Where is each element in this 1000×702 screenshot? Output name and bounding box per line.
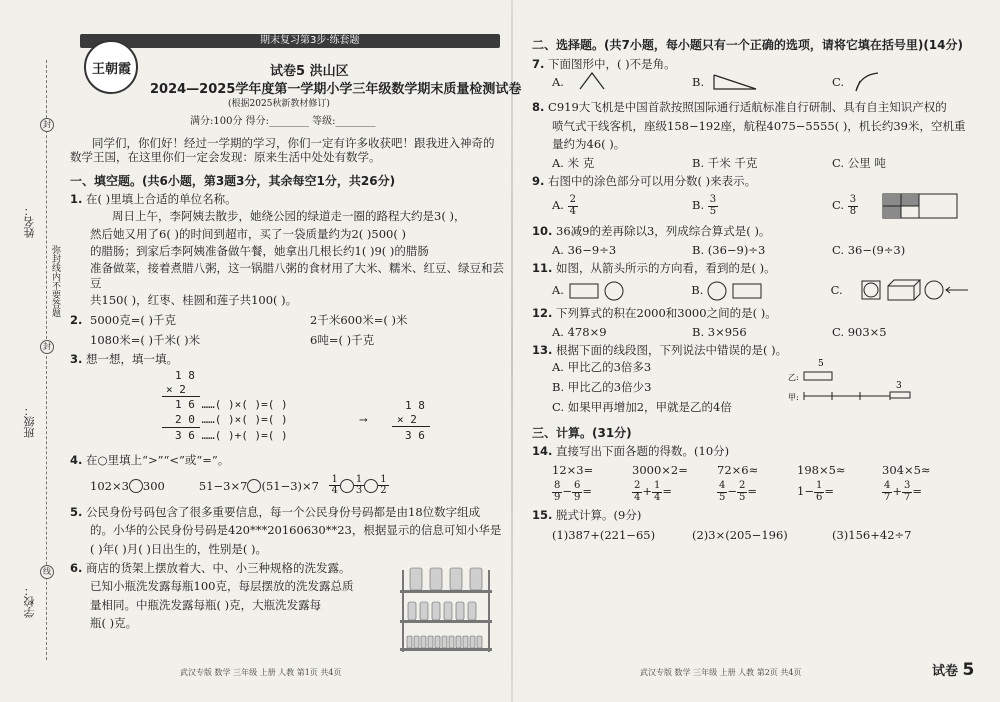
option-c[interactable]: C. bbox=[832, 75, 845, 90]
q1-line: 周日上午，李阿姨去散步，她绕公园的绿道走一圈的路程大约是3( )， bbox=[112, 209, 466, 224]
q6-line: 已知小瓶洗发露每瓶100克，每层摆放的洗发露总质 bbox=[90, 579, 354, 594]
option-b[interactable]: B. 千米 千克 bbox=[692, 155, 758, 170]
binding-sidebar bbox=[0, 0, 62, 702]
footer-left: 武汉专版 数学 三年级 上册 人教 第1页 共4页 bbox=[180, 668, 342, 677]
q1-text: 在( )里填上合适的单位名称。 bbox=[86, 191, 237, 206]
option-a[interactable]: A. 甲比乙的3倍多3 bbox=[552, 359, 652, 374]
option-b[interactable]: B. (36−9)÷3 bbox=[692, 242, 766, 257]
calc-item: 304×5≈ bbox=[882, 462, 931, 477]
calc-digits: × 2 bbox=[166, 382, 186, 396]
svg-text:3: 3 bbox=[896, 380, 902, 391]
q1-line: 准备做菜，接着煮腊八粥，这一锅腊八粥的食材用了大米、糯米、红豆、绿豆和芸豆 bbox=[90, 261, 504, 290]
brand-logo bbox=[84, 40, 138, 94]
q11-options bbox=[532, 278, 972, 302]
q6-line: 商店的货架上摆放着大、中、小三种规格的洗发露。 bbox=[86, 561, 351, 575]
option-a[interactable]: A. bbox=[552, 75, 564, 90]
q5-line: ( )年( )月( )日出生的，性别是( )。 bbox=[90, 541, 268, 556]
calc-item: (1)387+(221−65) bbox=[552, 527, 656, 542]
option-a[interactable]: A. 米 克 bbox=[552, 155, 595, 170]
line-mark: 线 bbox=[40, 565, 54, 579]
intro-line: 数学王国，在这里你们一定会发现：原来生活中处处有数学。 bbox=[70, 150, 381, 165]
class-label: 班级： bbox=[23, 405, 36, 438]
q13-block bbox=[532, 358, 972, 416]
calc-digits: 1 8 bbox=[175, 368, 195, 382]
view-a bbox=[564, 279, 634, 301]
q-number: 4. bbox=[70, 452, 83, 467]
fraction-figure bbox=[882, 193, 958, 219]
q8-line: C919大飞机是中国首款按照国际通行适航标准自行研制、具有自主知识产权的 bbox=[548, 100, 947, 115]
fraction: $\frac{2}{4}$ bbox=[569, 194, 576, 217]
q12-text: 下列算式的积在2000和3000之间的是( )。 bbox=[556, 306, 777, 321]
fraction: $\frac{1}{2}$ bbox=[380, 473, 387, 497]
seal-mark: 封 bbox=[40, 340, 54, 354]
paper-tag: 试卷 5 bbox=[932, 660, 975, 680]
seal-mark: 封 bbox=[40, 118, 54, 132]
paper-label: 试卷5 洪山区 bbox=[270, 64, 349, 79]
calc-item: 198×5≈ bbox=[797, 462, 846, 477]
q11-text: 如图，从箭头所示的方向看，看到的是( )。 bbox=[556, 261, 776, 275]
fraction: $\frac{1}{3}$ bbox=[355, 473, 363, 497]
header-banner bbox=[80, 34, 500, 48]
view-b bbox=[703, 279, 773, 301]
footer-right: 武汉专版 数学 三年级 上册 人教 第2页 共4页 bbox=[640, 668, 802, 677]
q5-line: 的。小华的公民身份号码是420***20160630**23，根据显示的信息可知小华是 bbox=[90, 523, 502, 538]
arrow-icon: ⟶ bbox=[360, 412, 367, 426]
compare-left: 102×3 bbox=[90, 478, 129, 493]
svg-text:甲:: 甲: bbox=[788, 392, 799, 402]
section-2-title: 二、选择题。(共7小题，每小题只有一个正确的选项，请将它填在括号里)(14分) bbox=[532, 38, 963, 52]
option-c[interactable]: C. 公里 吨 bbox=[832, 155, 886, 170]
q5-line: 公民身份号码包含了很多重要信息，每一个公民身份号码都是由18位数字组成 bbox=[86, 504, 481, 519]
fraction: $\frac{1}{4}$ bbox=[331, 473, 338, 497]
q-number: 14. bbox=[532, 443, 553, 458]
calc-item: 3000×2= bbox=[632, 462, 688, 477]
compare-right: (51−3)×7 bbox=[261, 478, 319, 493]
calc-row: 2 0 ……( )×( )=( ) bbox=[175, 412, 288, 426]
q2-item: 1080米=( )千米( )米 bbox=[90, 332, 201, 347]
q6-line: 瓶( )克。 bbox=[90, 616, 138, 631]
q-number: 7. bbox=[532, 57, 545, 71]
option-c[interactable]: C. bbox=[830, 283, 843, 298]
q8-line: 喷气式干线客机，座级158−192座，航程4075−5555( )，机长约39米，空机重 bbox=[552, 118, 966, 133]
q-number: 13. bbox=[532, 343, 553, 358]
option-b[interactable]: B. 甲比乙的3倍少3 bbox=[552, 379, 652, 394]
section-3-title: 三、计算。(31分) bbox=[532, 425, 632, 440]
calc-item: 72×6≈ bbox=[717, 462, 759, 477]
q1-line: 的腊肠；到家后李阿姨准备做午餐，她拿出几根长约1( )9( )的腊肠 bbox=[90, 243, 429, 258]
calc-row: 3 6 ……( )+( )=( ) bbox=[175, 428, 288, 442]
q2-item: 5000克=( )千克 bbox=[90, 313, 177, 328]
segment-diagram bbox=[788, 356, 918, 408]
calc-item: (3)156+42÷7 bbox=[832, 527, 912, 542]
score-line: 满分:100分 得分:________ 等级:________ bbox=[190, 116, 376, 127]
q-number: 3. bbox=[70, 352, 83, 367]
calc-item: 12×3= bbox=[552, 462, 594, 477]
q7-text: 下面图形中，( )不是角。 bbox=[548, 57, 676, 71]
shape-c bbox=[852, 71, 892, 93]
compare-circle[interactable] bbox=[129, 479, 143, 493]
option-a[interactable]: A. bbox=[551, 283, 564, 298]
compare-right: 300 bbox=[142, 478, 165, 493]
q4-text: 在○里填上“>”“<”或“=”。 bbox=[86, 452, 230, 467]
compare-circle[interactable] bbox=[364, 479, 378, 493]
option-c[interactable]: C. bbox=[832, 198, 845, 213]
intro-line: 同学们，你们好！经过一学期的学习，你们一定有许多收获吧！跟我进入神奇的 bbox=[92, 136, 495, 150]
option-c[interactable]: C. 903×5 bbox=[832, 324, 887, 339]
option-b[interactable]: B. 3×956 bbox=[692, 324, 747, 339]
q-number: 1. bbox=[70, 191, 83, 206]
q-number: 6. bbox=[70, 561, 83, 575]
name-label: 姓名： bbox=[23, 205, 36, 238]
shelf-illustration bbox=[396, 560, 496, 656]
q1-line: 共150( )，红枣、桂圆和莲子共100( )。 bbox=[90, 293, 298, 307]
q15-text: 脱式计算。(9分) bbox=[556, 508, 642, 523]
compare-left: 51−3×7 bbox=[198, 478, 248, 493]
q9-options bbox=[532, 192, 972, 220]
option-a[interactable]: A. bbox=[552, 198, 564, 213]
compare-circle[interactable] bbox=[247, 479, 261, 493]
q8-line: 量约为46( )。 bbox=[552, 137, 626, 152]
q1-line: 然后她又用了6( )的时间到超市，买了一袋质量约为2( )500( ) bbox=[90, 226, 406, 241]
compare-circle[interactable] bbox=[340, 479, 354, 493]
q14-text: 直接写出下面各题的得数。(10分) bbox=[556, 443, 730, 458]
calc-row: 1 6 ……( )×( )=( ) bbox=[175, 397, 288, 411]
q-number: 2. bbox=[70, 313, 83, 328]
banner-text: 期末复习第3步·练套题 bbox=[260, 35, 360, 46]
fraction: $\frac{3}{8}$ bbox=[849, 194, 857, 217]
option-b[interactable]: B. bbox=[692, 75, 705, 90]
option-a[interactable]: A. 36−9÷3 bbox=[552, 242, 617, 257]
logo-text: 王朝霞 bbox=[92, 62, 132, 77]
calc-item: (2)3×(205−196) bbox=[692, 527, 788, 542]
q10-text: 36减9的差再除以3，列成综合算式是( )。 bbox=[556, 224, 771, 239]
q4-compare-row bbox=[70, 475, 510, 497]
q6-line: 量相同。中瓶洗发露每瓶( )克，大瓶洗发露每 bbox=[90, 597, 322, 612]
seal-notice: 弥封线内不要答题 bbox=[50, 245, 60, 317]
q-number: 10. bbox=[532, 224, 553, 239]
section-1-title: 一、填空题。(共6小题，第3题3分，其余每空1分，共26分) bbox=[70, 173, 396, 188]
q-number: 8. bbox=[532, 100, 545, 115]
q-number: 12. bbox=[532, 306, 553, 321]
q-number: 5. bbox=[70, 504, 83, 519]
page-title: 2024—2025学年度第一学期小学三年级数学期末质量检测试卷 bbox=[150, 82, 522, 97]
svg-text:乙:: 乙: bbox=[788, 372, 799, 382]
option-c[interactable]: C. 36−(9÷3) bbox=[832, 242, 906, 257]
q3-vertical-calc bbox=[70, 367, 510, 449]
fraction-calc-row: $\frac{8}{9}$ − $\frac{6}{9}$ = $\frac{2}{4}$ + $\frac{1}{4}$ = $\frac{4}{5}$ − $\frac{2}{5}$ = 1− $\frac{1}{6}$ = $\frac{4}{7}$ + $\frac{3}{7}$ = bbox=[554, 480, 923, 503]
edition-note: (根据2025秋新教材修订) bbox=[228, 99, 330, 109]
svg-text:5: 5 bbox=[818, 358, 824, 369]
q3-text: 想一想，填一填。 bbox=[86, 352, 179, 367]
calc-digits: 1 8 bbox=[405, 398, 425, 412]
page-fold bbox=[511, 0, 513, 702]
calc-digits: 3 6 bbox=[405, 428, 425, 442]
option-a[interactable]: A. 478×9 bbox=[552, 324, 607, 339]
q-number: 11. bbox=[532, 261, 553, 275]
fraction: $\frac{3}{5}$ bbox=[709, 194, 717, 217]
q9-text: 右图中的涂色部分可以用分数( )来表示。 bbox=[548, 173, 757, 188]
shape-a bbox=[576, 71, 616, 93]
option-b[interactable]: B. bbox=[691, 283, 704, 298]
shape-b bbox=[712, 71, 762, 93]
q-number: 15. bbox=[532, 508, 553, 523]
q7-options bbox=[532, 71, 972, 91]
option-b[interactable]: B. bbox=[692, 198, 705, 213]
calc-digits: × 2 bbox=[397, 412, 417, 426]
q13-text: 根据下面的线段图，下列说法中错误的是( )。 bbox=[556, 343, 788, 358]
option-c[interactable]: C. 如果甲再增加2，甲就是乙的4倍 bbox=[552, 399, 732, 414]
view-3d-figure bbox=[860, 278, 972, 302]
school-label: 学校： bbox=[23, 585, 36, 618]
q-number: 9. bbox=[532, 173, 545, 188]
q2-item: 2千米600米=( )米 bbox=[310, 313, 408, 328]
q2-item: 6吨=( )千克 bbox=[310, 332, 375, 347]
